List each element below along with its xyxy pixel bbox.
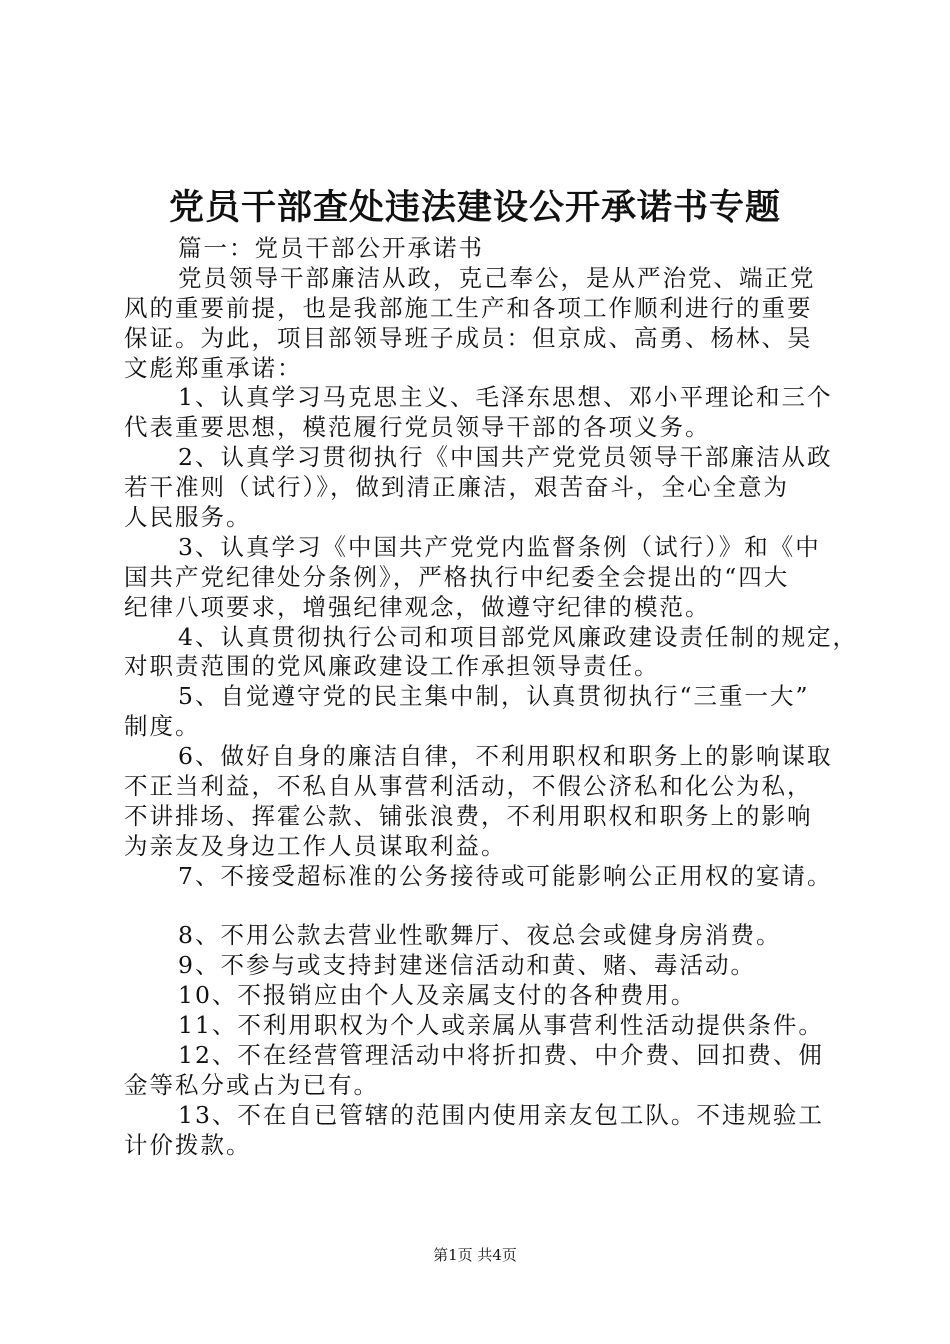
text-line: 为亲友及身边工作人员谋取利益。 [124,831,507,860]
text-line: 不正当利益，不私自从事营利活动，不假公济私和化公为私， [124,772,813,801]
text-line: 10、不报销应由个人及亲属支付的各种费用。 [178,981,697,1010]
document-body [124,234,858,1161]
text-line: 13、不在自已管辖的范围内使用亲友包工队。不违规验工 [178,1100,824,1129]
text-line: 保证。为此，项目部领导班子成员：但京成、高勇、杨林、吴 [124,323,813,352]
text-line: 篇一：党员干部公开承诺书 [178,234,484,262]
text-line: 6、做好自身的廉洁自律，不利用职权和职务上的影响谋取 [178,742,833,771]
text-line: 5、自觉遵守党的民主集中制，认真贯彻执行“三重一大” [178,682,810,711]
text-line: 8、不用公款去营业性歌舞厅、夜总会或健身房消费。 [178,921,782,950]
text-line: 纪律八项要求，增强纪律观念，做遵守纪律的模范。 [124,592,711,621]
text-line: 若干准则（试行）》，做到清正廉洁，艰苦奋斗，全心全意为 [124,473,789,502]
text-line: 代表重要思想，模范履行党员领导干部的各项义务。 [124,413,711,442]
text-line: 风的重要前提，也是我部施工生产和各项工作顺利进行的重要 [124,293,813,322]
text-line: 9、不参与或支持封建迷信活动和黄、赌、毒活动。 [178,951,756,980]
text-line: 对职责范围的党风廉政建设工作承担领导责任。 [124,652,660,681]
text-line: 12、不在经营管理活动中将折扣费、中介费、回扣费、佣 [178,1041,824,1070]
text-line: 计价拨款。 [124,1130,252,1159]
text-line: 11、不利用职权为个人或亲属从事营利性活动提供条件。 [178,1011,824,1040]
text-line: 制度。 [124,712,201,741]
text-line: 3、认真学习《中国共产党党内监督条例（试行）》和《中 [178,532,821,561]
text-line: 1、认真学习马克思主义、毛泽东思想、邓小平理论和三个 [178,383,833,412]
text-line: 党员领导干部廉洁从政，克己奉公，是从严治党、端正党 [178,263,816,292]
text-line: 文彪郑重承诺： [124,353,303,382]
blank-line [124,892,836,922]
document-title: 党员干部查处违法建设公开承诺书专题 [168,187,781,228]
text-line: 2、认真学习贯彻执行《中国共产党党员领导干部廉洁从政 [178,443,833,472]
text-line: 不讲排场、挥霍公款、铺张浪费，不利用职权和职务上的影响 [124,801,813,830]
text-line: 4、认真贯彻执行公司和项目部党风廉政建设责任制的规定， [178,622,858,651]
page-footer: 第1页 共4页 [433,1246,517,1264]
text-line: 国共产党纪律处分条例》，严格执行中纪委全会提出的“四大 [124,562,790,591]
text-line: 人民服务。 [124,503,252,532]
text-line: 7、不接受超标准的公务接待或可能影响公正用权的宴请。 [178,861,833,890]
text-line: 金等私分或占为已有。 [124,1070,379,1099]
